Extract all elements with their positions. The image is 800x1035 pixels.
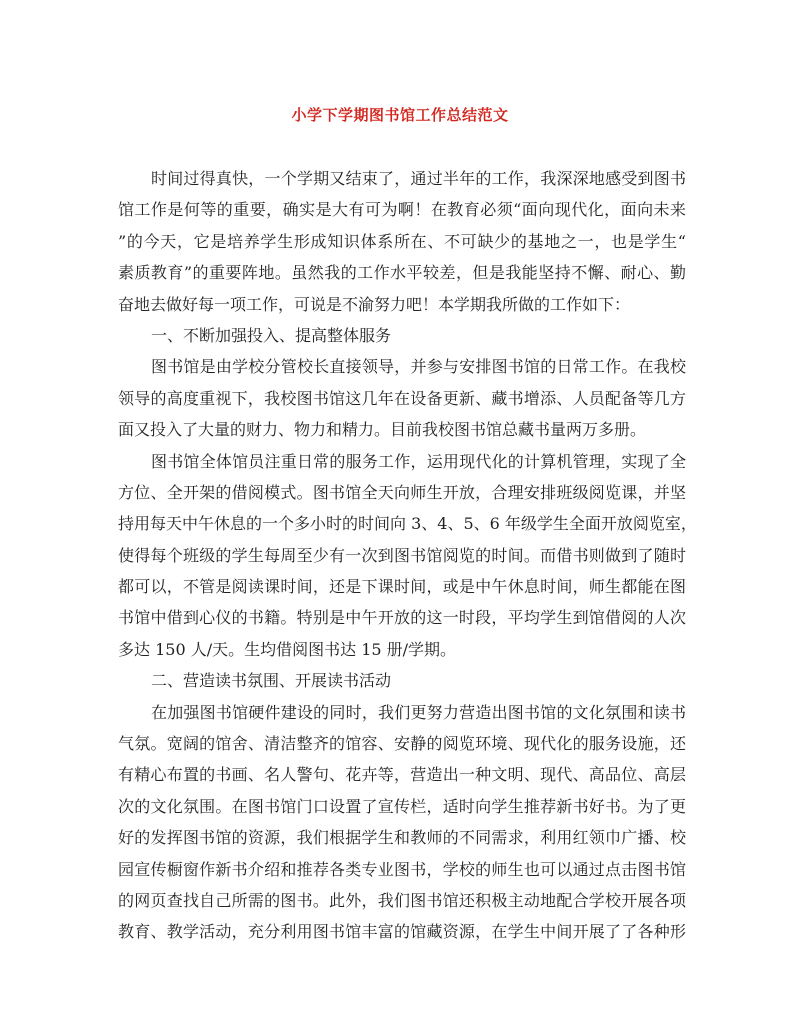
paragraph-line: 馆工作是何等的重要，确实是大有可为啊！在教育必须“面向现代化，面向未来 <box>118 200 686 220</box>
paragraph-line: 素质教育”的重要阵地。虽然我的工作水平较差，但是我能坚持不懈、耐心、勤 <box>118 263 686 283</box>
paragraph-line: 领导的高度重视下，我校图书馆这几年在设备更新、藏书增添、人员配备等几方 <box>118 388 686 408</box>
paragraph-line: 多达 150 人/天。生均借阅图书达 15 册/学期。 <box>118 639 457 659</box>
paragraph-line: 园宣传橱窗作新书介绍和推荐各类专业图书，学校的师生也可以通过点击图书馆 <box>118 859 686 879</box>
paragraph-line: 好的发挥图书馆的资源，我们根据学生和教师的不同需求，利用红领巾广播、校 <box>118 828 686 848</box>
paragraph-line: 次的文化氛围。在图书馆门口设置了宣传栏，适时向学生推荐新书好书。为了更 <box>118 796 686 816</box>
paragraph-line: 图书馆全体馆员注重日常的服务工作，运用现代化的计算机管理，实现了全 <box>151 451 686 471</box>
paragraph-line: 方位、全开架的借阅模式。图书馆全天向师生开放，合理安排班级阅览课，并坚 <box>118 482 686 502</box>
paragraph-line: 教育、教学活动，充分利用图书馆丰富的馆藏资源，在学生中间开展了了各种形 <box>118 922 686 942</box>
paragraph-line: 持用每天中午休息的一个多小时的时间向 3、4、5、6 年级学生全面开放阅览室， <box>118 514 697 534</box>
paragraph-line: 的网页查找自己所需的图书。此外，我们图书馆还积极主动地配合学校开展各项 <box>118 890 686 910</box>
paragraph-line: 图书馆是由学校分管校长直接领导，并参与安排图书馆的日常工作。在我校 <box>151 357 686 377</box>
paragraph-line: ”的今天，它是培养学生形成知识体系所在、不可缺少的基地之一，也是学生“ <box>118 231 686 251</box>
paragraph-line: 气氛。宽阔的馆舍、清洁整齐的馆容、安静的阅览环境、现代化的服务设施，还 <box>118 734 686 754</box>
paragraph-line: 有精心布置的书画、名人警句、花卉等，营造出一种文明、现代、高品位、高层 <box>118 765 686 785</box>
paragraph-line: 面又投入了大量的财力、物力和精力。目前我校图书馆总藏书量两万多册。 <box>118 420 647 440</box>
document-title: 小学下学期图书馆工作总结范文 <box>291 106 509 124</box>
paragraph-line: 使得每个班级的学生每周至少有一次到图书馆阅览的时间。而借书则做到了随时 <box>118 545 686 565</box>
paragraph-line: 都可以，不管是阅读课时间，还是下课时间，或是中午休息时间，师生都能在图 <box>118 577 686 597</box>
section-heading-line: 一、不断加强投入、提高整体服务 <box>151 325 392 345</box>
paragraph-line: 奋地去做好每一项工作，可说是不渝努力吧！本学期我所做的工作如下： <box>118 294 631 314</box>
section-heading-line: 二、营造读书氛围、开展读书活动 <box>151 671 392 691</box>
paragraph-line: 书馆中借到心仪的书籍。特别是中午开放的这一时段，平均学生到馆借阅的人次 <box>118 608 686 628</box>
paragraph-line: 时间过得真快，一个学期又结束了，通过半年的工作，我深深地感受到图书 <box>151 169 686 188</box>
paragraph-line: 在加强图书馆硬件建设的同时，我们更努力营造出图书馆的文化氛围和读书 <box>151 702 686 722</box>
document-body <box>118 163 697 948</box>
